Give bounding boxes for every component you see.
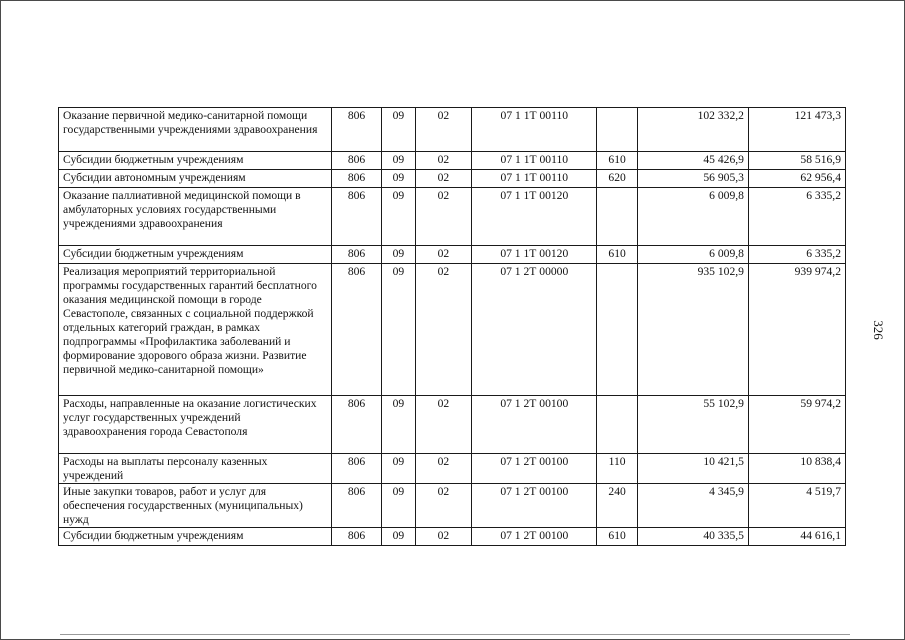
row-target-code: 07 1 2Т 00100 <box>472 528 597 546</box>
row-name: Расходы, направленные на оказание логистических услуг государственных учреждений здравоохранения города Севастополя <box>59 396 332 454</box>
row-expense-type <box>597 396 637 454</box>
row-expense-type: 610 <box>597 528 637 546</box>
row-section-code: 09 <box>382 264 415 396</box>
row-section-code: 09 <box>382 188 415 246</box>
row-subsection-code: 02 <box>415 108 472 152</box>
row-subsection-code: 02 <box>415 264 472 396</box>
row-name: Субсидии бюджетным учреждениям <box>59 528 332 546</box>
table-row <box>59 246 846 264</box>
row-ministry-code: 806 <box>331 188 382 246</box>
row-amount-year1: 4 345,9 <box>637 484 748 528</box>
row-subsection-code: 02 <box>415 454 472 484</box>
row-target-code: 07 1 1Т 00110 <box>472 170 597 188</box>
row-ministry-code: 806 <box>331 484 382 528</box>
row-target-code: 07 1 2Т 00000 <box>472 264 597 396</box>
row-target-code: 07 1 2Т 00100 <box>472 454 597 484</box>
row-amount-year1: 45 426,9 <box>637 152 748 170</box>
row-name: Реализация мероприятий территориальной программы государственных гарантий бесплатного оказания медицинской помощи в городе Севастополе, связанных с социальной поддержкой отдельных категорий граждан, в рамках подпрограммы «Профилактика заболеваний и формирование здорового образа жизни. Развитие первичной медико-санитарной помощи» <box>59 264 332 396</box>
row-amount-year2: 44 616,1 <box>748 528 845 546</box>
budget-table-body <box>59 108 846 546</box>
row-ministry-code: 806 <box>331 396 382 454</box>
row-name: Оказание первичной медико-санитарной помощи государственными учреждениями здравоохранения <box>59 108 332 152</box>
table-row <box>59 528 846 546</box>
row-subsection-code: 02 <box>415 152 472 170</box>
row-amount-year1: 55 102,9 <box>637 396 748 454</box>
row-expense-type: 240 <box>597 484 637 528</box>
row-amount-year2: 6 335,2 <box>748 246 845 264</box>
row-name: Иные закупки товаров, работ и услуг для обеспечения государственных (муниципальных) нужд <box>59 484 332 528</box>
row-amount-year2: 121 473,3 <box>748 108 845 152</box>
row-amount-year1: 935 102,9 <box>637 264 748 396</box>
row-subsection-code: 02 <box>415 170 472 188</box>
row-target-code: 07 1 1Т 00120 <box>472 246 597 264</box>
row-amount-year1: 6 009,8 <box>637 188 748 246</box>
table-row <box>59 396 846 454</box>
row-amount-year2: 4 519,7 <box>748 484 845 528</box>
row-expense-type: 620 <box>597 170 637 188</box>
table-row <box>59 170 846 188</box>
row-amount-year1: 102 332,2 <box>637 108 748 152</box>
row-subsection-code: 02 <box>415 484 472 528</box>
row-ministry-code: 806 <box>331 108 382 152</box>
row-section-code: 09 <box>382 170 415 188</box>
table-row <box>59 454 846 484</box>
row-section-code: 09 <box>382 246 415 264</box>
row-amount-year2: 6 335,2 <box>748 188 845 246</box>
row-expense-type <box>597 188 637 246</box>
row-target-code: 07 1 1Т 00110 <box>472 152 597 170</box>
row-amount-year1: 56 905,3 <box>637 170 748 188</box>
table-row <box>59 188 846 246</box>
row-amount-year2: 59 974,2 <box>748 396 845 454</box>
row-expense-type <box>597 108 637 152</box>
row-subsection-code: 02 <box>415 246 472 264</box>
row-expense-type: 610 <box>597 246 637 264</box>
budget-table <box>58 107 846 546</box>
bottom-rule <box>60 634 850 635</box>
row-amount-year2: 10 838,4 <box>748 454 845 484</box>
row-name: Расходы на выплаты персоналу казенных учреждений <box>59 454 332 484</box>
row-subsection-code: 02 <box>415 528 472 546</box>
row-target-code: 07 1 2Т 00100 <box>472 396 597 454</box>
row-amount-year1: 10 421,5 <box>637 454 748 484</box>
table-row <box>59 264 846 396</box>
row-target-code: 07 1 2Т 00100 <box>472 484 597 528</box>
row-expense-type: 610 <box>597 152 637 170</box>
row-amount-year2: 939 974,2 <box>748 264 845 396</box>
table-row <box>59 484 846 528</box>
table-row <box>59 152 846 170</box>
row-name: Субсидии бюджетным учреждениям <box>59 152 332 170</box>
row-name: Оказание паллиативной медицинской помощи в амбулаторных условиях государственными учреждениями здравоохранения <box>59 188 332 246</box>
row-ministry-code: 806 <box>331 152 382 170</box>
row-subsection-code: 02 <box>415 188 472 246</box>
row-amount-year2: 58 516,9 <box>748 152 845 170</box>
row-amount-year2: 62 956,4 <box>748 170 845 188</box>
row-section-code: 09 <box>382 396 415 454</box>
table-row <box>59 108 846 152</box>
row-name: Субсидии бюджетным учреждениям <box>59 246 332 264</box>
row-target-code: 07 1 1Т 00120 <box>472 188 597 246</box>
row-section-code: 09 <box>382 484 415 528</box>
row-target-code: 07 1 1Т 00110 <box>472 108 597 152</box>
row-ministry-code: 806 <box>331 454 382 484</box>
row-subsection-code: 02 <box>415 396 472 454</box>
row-ministry-code: 806 <box>331 264 382 396</box>
row-amount-year1: 6 009,8 <box>637 246 748 264</box>
row-section-code: 09 <box>382 454 415 484</box>
row-section-code: 09 <box>382 108 415 152</box>
row-ministry-code: 806 <box>331 246 382 264</box>
row-ministry-code: 806 <box>331 528 382 546</box>
page-number: 326 <box>871 320 886 340</box>
row-name: Субсидии автономным учреждениям <box>59 170 332 188</box>
row-section-code: 09 <box>382 528 415 546</box>
row-expense-type: 110 <box>597 454 637 484</box>
row-expense-type <box>597 264 637 396</box>
row-amount-year1: 40 335,5 <box>637 528 748 546</box>
row-section-code: 09 <box>382 152 415 170</box>
row-ministry-code: 806 <box>331 170 382 188</box>
